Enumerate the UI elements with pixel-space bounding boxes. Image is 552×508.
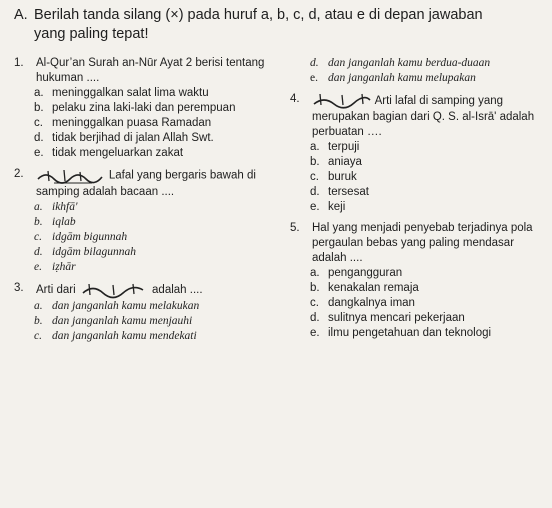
question-number: 4. [290, 93, 300, 105]
option-e[interactable]: e. iẓhār [34, 261, 76, 273]
option-d[interactable]: d. tidak berjihad di jalan Allah Swt. [34, 132, 214, 144]
question-2 [14, 167, 284, 275]
option-a[interactable]: a. pengangguran [310, 267, 403, 279]
option-c[interactable]: c. dangkalnya iman [310, 297, 415, 309]
question-1 [14, 56, 284, 161]
question-stem-before: Arti dari [36, 284, 76, 297]
question-number: 3. [14, 282, 24, 294]
option-d[interactable]: d. idgām bilagunnah [34, 246, 137, 258]
question-1-continued [290, 56, 548, 86]
question-5 [290, 221, 548, 341]
option-a[interactable]: a. meninggalkan salat lima waktu [34, 87, 209, 99]
question-stem: Al-Qur’an Surah an-Nūr Ayat 2 berisi tentang hukuman .... [36, 57, 265, 84]
option-c[interactable]: c. meninggalkan puasa Ramadan [34, 117, 212, 129]
option-b[interactable]: b. pelaku zina laki-laki dan perempuan [34, 102, 236, 114]
option-d[interactable]: d. tersesat [310, 186, 369, 198]
question-number: 1. [14, 57, 24, 69]
instruction-line-2: yang paling tepat! [34, 26, 149, 42]
question-stem: Lafal yang bergaris bawah di samping adalah bacaan .... [36, 169, 256, 198]
question-3 [14, 281, 284, 344]
question-stem: Arti lafal di samping yang merupakan bagian dari Q. S. al-Isrā' adalah perbuatan …. [312, 95, 535, 138]
question-number: 2. [14, 168, 24, 180]
left-column [14, 56, 284, 344]
option-b[interactable]: b. iqlab [34, 216, 76, 228]
option-b[interactable]: b. kenakalan remaja [310, 282, 419, 294]
question-stem: Hal yang menjadi penyebab terjadinya pola pergaulan bebas yang paling mendasar adalah .... [312, 222, 533, 264]
instruction-line-1: Berilah tanda silang (×) pada huruf a, b, c, d, atau e di depan jawaban [34, 7, 483, 23]
option-e[interactable]: e. dan janganlah kamu melupakan [310, 72, 476, 84]
option-e[interactable]: e. keji [310, 201, 346, 213]
option-d[interactable]: d. sulitnya mencari pekerjaan [310, 312, 465, 324]
option-a[interactable]: a. dan janganlah kamu melakukan [34, 300, 200, 312]
question-stem-after: adalah .... [152, 284, 203, 297]
option-e[interactable]: e. tidak mengeluarkan zakat [34, 147, 184, 159]
arabic-script-image [36, 167, 106, 185]
arabic-script-image [79, 281, 149, 299]
section-instruction [14, 6, 544, 44]
section-letter: A. [14, 7, 28, 23]
right-column [290, 56, 548, 341]
option-b[interactable]: b. aniaya [310, 156, 362, 168]
question-number: 5. [290, 222, 300, 234]
question-4 [290, 92, 548, 215]
option-b[interactable]: b. dan janganlah kamu menjauhi [34, 315, 193, 327]
option-a[interactable]: a. ikhfā' [34, 201, 78, 213]
option-e[interactable]: e. ilmu pengetahuan dan teknologi [310, 327, 492, 339]
option-c[interactable]: c. idgām bigunnah [34, 231, 128, 243]
option-c[interactable]: c. buruk [310, 171, 357, 183]
arabic-script-image [312, 92, 372, 110]
option-a[interactable]: a. terpuji [310, 141, 360, 153]
option-c[interactable]: c. dan janganlah kamu mendekati [34, 330, 197, 342]
option-d[interactable]: d. dan janganlah kamu berdua-duaan [310, 57, 491, 69]
